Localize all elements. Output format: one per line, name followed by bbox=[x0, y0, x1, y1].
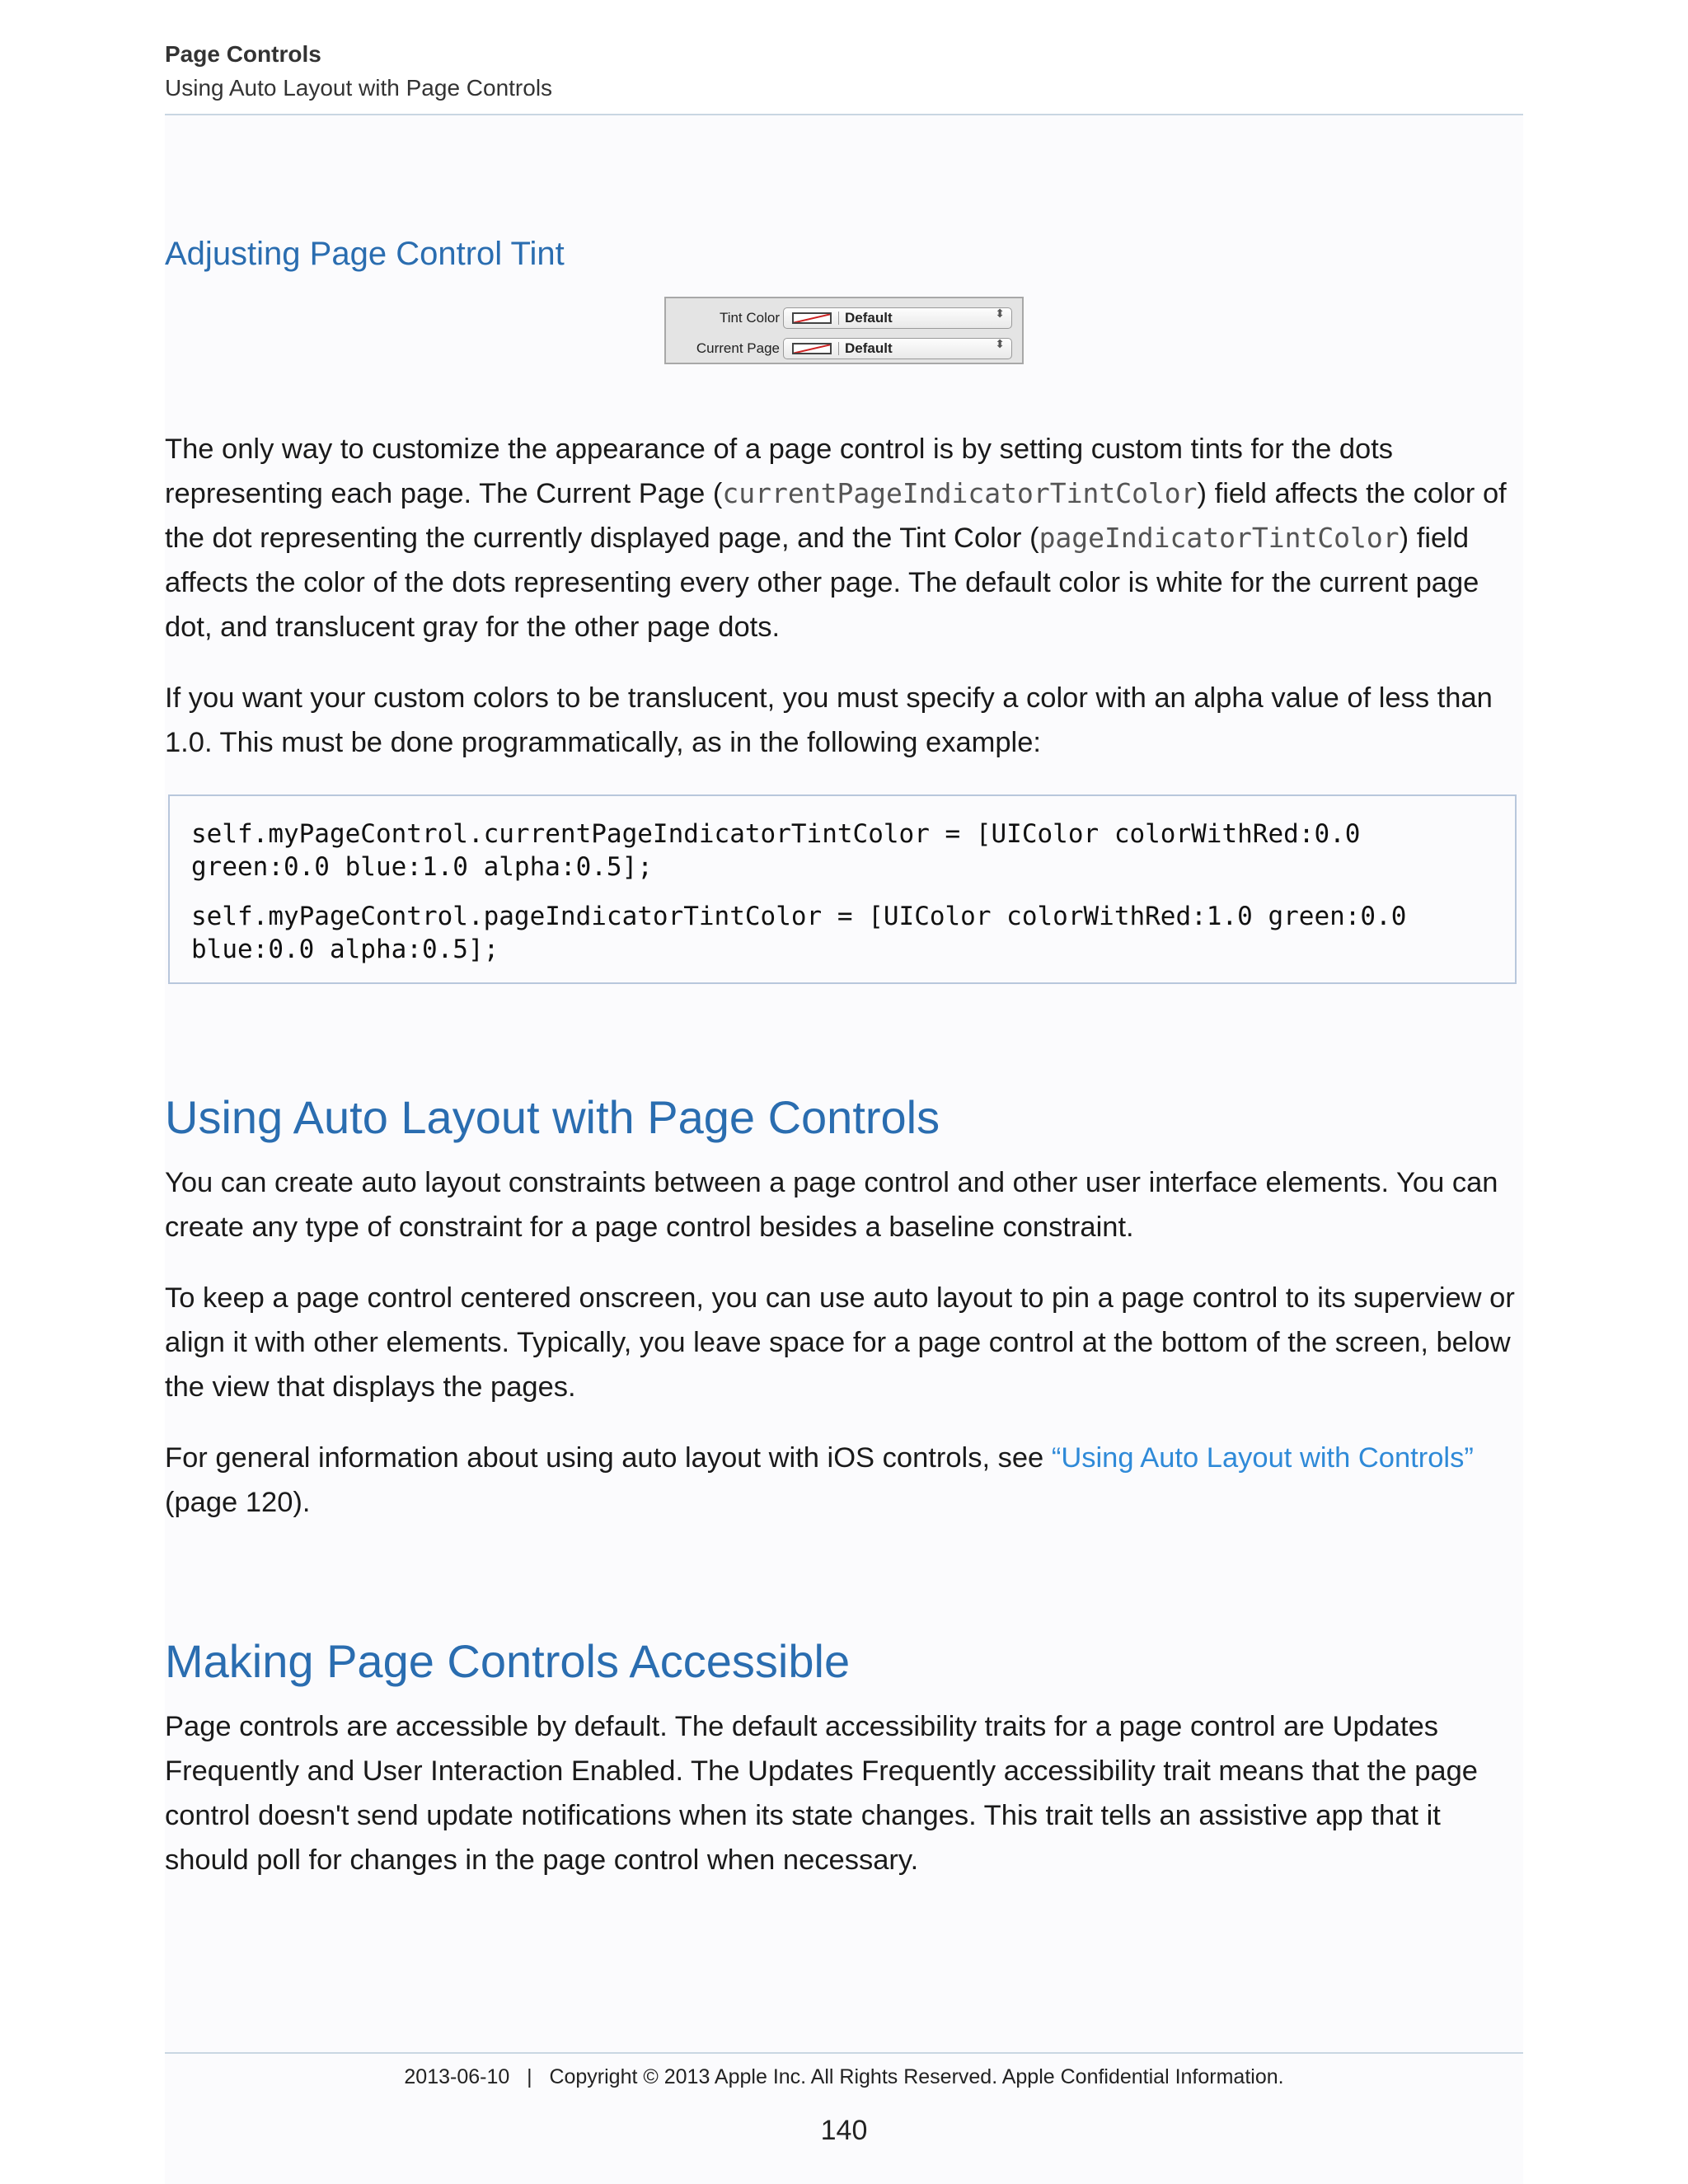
current-page-row bbox=[666, 336, 1025, 361]
header-section-title: Page Controls bbox=[165, 41, 321, 67]
color-swatch-icon bbox=[792, 312, 832, 324]
code-page-indicator-property: pageIndicatorTintColor bbox=[1039, 522, 1400, 554]
current-page-value: Default bbox=[845, 340, 893, 356]
text-run: ) field affects the color of the dot representing the currently displayed page, and the Tint Color ( bbox=[165, 478, 1507, 554]
running-header bbox=[165, 38, 1523, 105]
tint-color-popup[interactable] bbox=[783, 307, 1012, 329]
autolayout-paragraph-3 bbox=[165, 1436, 1523, 1525]
color-swatch-icon bbox=[792, 343, 832, 354]
autolayout-section-heading: Using Auto Layout with Page Controls bbox=[165, 1091, 940, 1143]
popup-separator bbox=[838, 312, 839, 325]
current-page-label: Current Page bbox=[696, 340, 780, 356]
using-auto-layout-with-controls-link[interactable]: “Using Auto Layout with Controls” bbox=[1051, 1442, 1474, 1474]
tint-color-value: Default bbox=[845, 310, 893, 326]
autolayout-paragraph-1: You can create auto layout constraints between a page control and other user interface elements. You can create any type of constraint for a page control besides a baseline constraint. bbox=[165, 1167, 1498, 1243]
current-page-popup[interactable] bbox=[783, 338, 1012, 359]
tint-section-heading: Adjusting Page Control Tint bbox=[165, 236, 565, 272]
page-number: 140 bbox=[820, 2115, 868, 2146]
text-run: (page 120). bbox=[165, 1487, 311, 1518]
accessibility-section-heading: Making Page Controls Accessible bbox=[165, 1635, 851, 1687]
code-example-box bbox=[168, 794, 1517, 984]
code-line-current-page: self.myPageControl.currentPageIndicatorTintColor = [UIColor colorWithRed:0.0 green:0.0 blue:1.0 alpha:0.5]; bbox=[191, 819, 1361, 882]
up-down-arrows-icon: ⬍ bbox=[995, 307, 1005, 320]
tint-inspector-figure bbox=[664, 297, 1024, 364]
tint-paragraph-1 bbox=[165, 427, 1523, 649]
footer-copyright: 2013-06-10 | Copyright © 2013 Apple Inc. All Rights Reserved. Apple Confidential Information. bbox=[404, 2065, 1284, 2088]
text-run: For general information about using auto layout with iOS controls, see bbox=[165, 1442, 1052, 1474]
header-divider bbox=[165, 114, 1523, 115]
tint-paragraph-2: If you want your custom colors to be translucent, you must specify a color with an alpha value of less than 1.0. This must be done programmatically, as in the following example: bbox=[165, 682, 1493, 758]
tint-color-row bbox=[666, 306, 1025, 330]
autolayout-paragraph-2: To keep a page control centered onscreen, you can use auto layout to pin a page control to its superview or align it with other elements. Typically, you leave space for a page control at the bottom of the screen, below the view that displays the pages. bbox=[165, 1282, 1515, 1403]
text-run: The only way to customize the appearance of a page control is by setting custom tints for the dots representing each page. The Current Page ( bbox=[165, 434, 1394, 509]
text-run: ) field affects the color of the dots representing every other page. The default color is white for the current page dot, and translucent gray for the other page dots. bbox=[165, 523, 1479, 643]
tint-color-label: Tint Color bbox=[719, 310, 780, 326]
header-chapter-title: Using Auto Layout with Page Controls bbox=[165, 75, 553, 101]
footer-divider bbox=[165, 2052, 1523, 2054]
popup-separator bbox=[838, 342, 839, 355]
accessibility-paragraph-1: Page controls are accessible by default. The default accessibility traits for a page control are Updates Frequently and User Interaction Enabled. The Updates Frequently accessibility trait means that the page control doesn't send update notifications when its state changes. This trait tells an assistive app that it should poll for changes in the page control when necessary. bbox=[165, 1711, 1478, 1876]
code-line-page-indicator: self.myPageControl.pageIndicatorTintColor = [UIColor colorWithRed:1.0 green:0.0 blue:0.0 alpha:0.5]; bbox=[191, 902, 1407, 964]
up-down-arrows-icon: ⬍ bbox=[995, 337, 1005, 350]
code-current-page-property: currentPageIndicatorTintColor bbox=[722, 477, 1198, 509]
